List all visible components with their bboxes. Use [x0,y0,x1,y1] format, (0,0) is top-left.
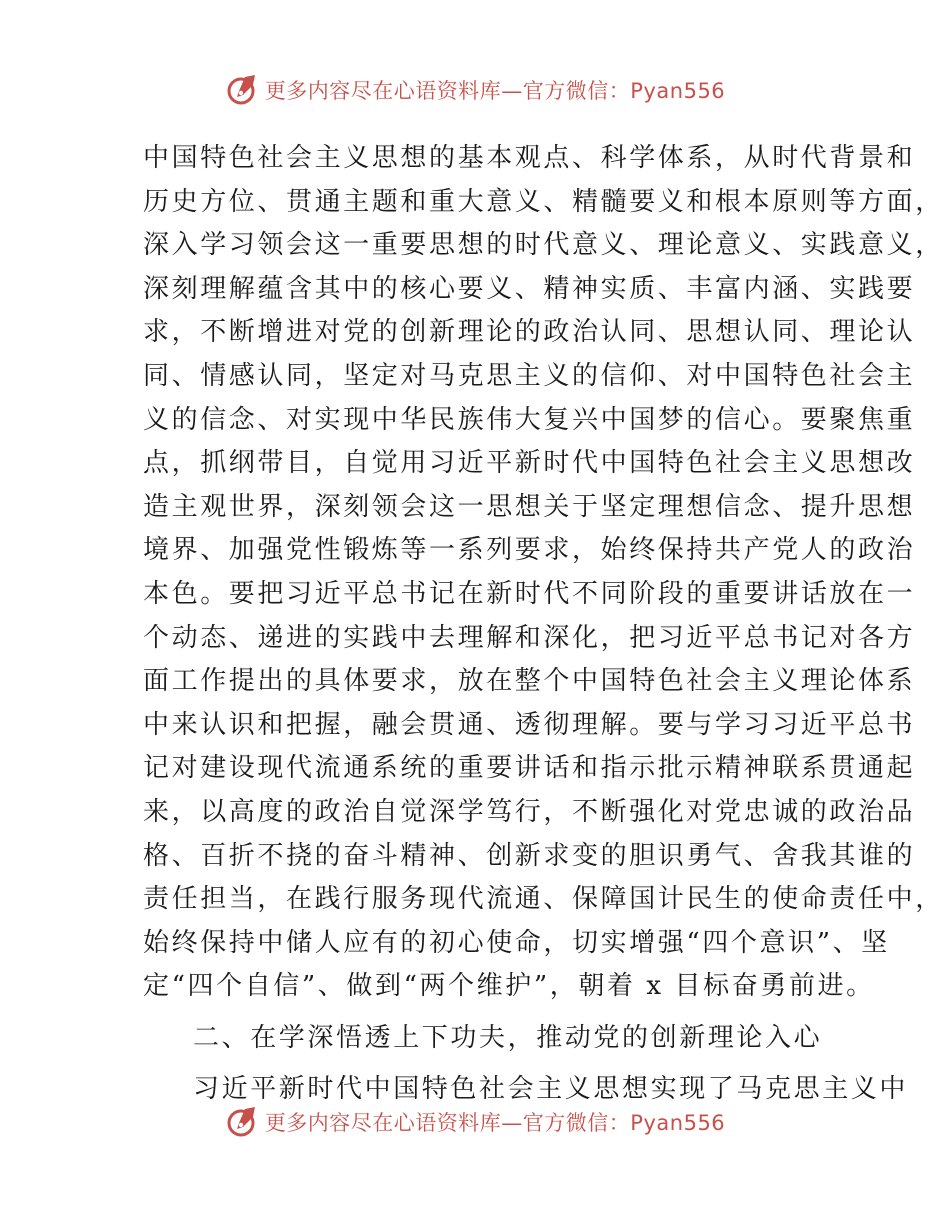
text-line: 求，不断增进对党的创新理论的政治认同、思想认同、理论认 [143,317,916,348]
text-line: 同、情感认同，坚定对马克思主义的信仰、对中国特色社会主 [143,360,916,391]
text-line: 深刻理解蕴含其中的核心要义、精神实质、丰富内涵、实践要 [143,273,916,304]
pen-nib-logo-icon [225,1105,259,1139]
text-line: 定“四个自信”、做到“两个维护”，朝着 x 目标奋勇前进。 [143,971,875,1002]
text-line: 记对建设现代流通系统的重要讲话和指示批示精神联系贯通起 [143,753,916,784]
header-watermark-text: 更多内容尽在心语资料库—官方微信：Pyan556 [264,79,726,103]
text-line: 个动态、递进的实践中去理解和深化，把习近平总书记对各方 [143,622,916,653]
paragraph-start-line: 习近平新时代中国特色社会主义思想实现了马克思主义中 [193,1074,909,1105]
footer-watermark [0,1100,950,1144]
pen-nib-logo-icon [225,73,259,107]
text-line: 始终保持中储人应有的初心使命，切实增强“四个意识”、坚 [143,927,890,958]
text-line: 深入学习领会这一重要思想的时代意义、理论意义、实践意义， [143,230,944,261]
section-heading: 二、在学深悟透上下功夫，推动党的创新理论入心 [193,1022,823,1053]
text-line: 历史方位、贯通主题和重大意义、精髓要义和根本原则等方面， [143,186,944,217]
text-line: 造主观世界，深刻领会这一思想关于坚定理想信念、提升思想 [143,491,916,522]
text-line: 中国特色社会主义思想的基本观点、科学体系，从时代背景和 [143,143,916,173]
text-line: 义的信念、对实现中华民族伟大复兴中国梦的信心。要聚焦重 [143,404,916,435]
header-watermark [0,68,950,112]
footer-watermark-text: 更多内容尽在心语资料库—官方微信：Pyan556 [264,1111,726,1135]
text-line: 境界、加强党性锻炼等一系列要求，始终保持共产党人的政治 [143,535,916,566]
text-line: 责任担当，在践行服务现代流通、保障国计民生的使命责任中， [143,884,944,915]
text-line: 面工作提出的具体要求，放在整个中国特色社会主义理论体系 [143,666,916,697]
text-line: 来，以高度的政治自觉深学笃行，不断强化对党忠诚的政治品 [143,796,916,827]
document-body [143,137,944,1112]
text-line: 点，抓纲带目，自觉用习近平新时代中国特色社会主义思想改 [143,448,916,479]
text-line: 本色。要把习近平总书记在新时代不同阶段的重要讲话放在一 [143,578,916,609]
text-line: 中来认识和把握，融会贯通、透彻理解。要与学习习近平总书 [143,709,916,740]
text-line: 格、百折不挠的奋斗精神、创新求变的胆识勇气、舍我其谁的 [143,840,916,871]
